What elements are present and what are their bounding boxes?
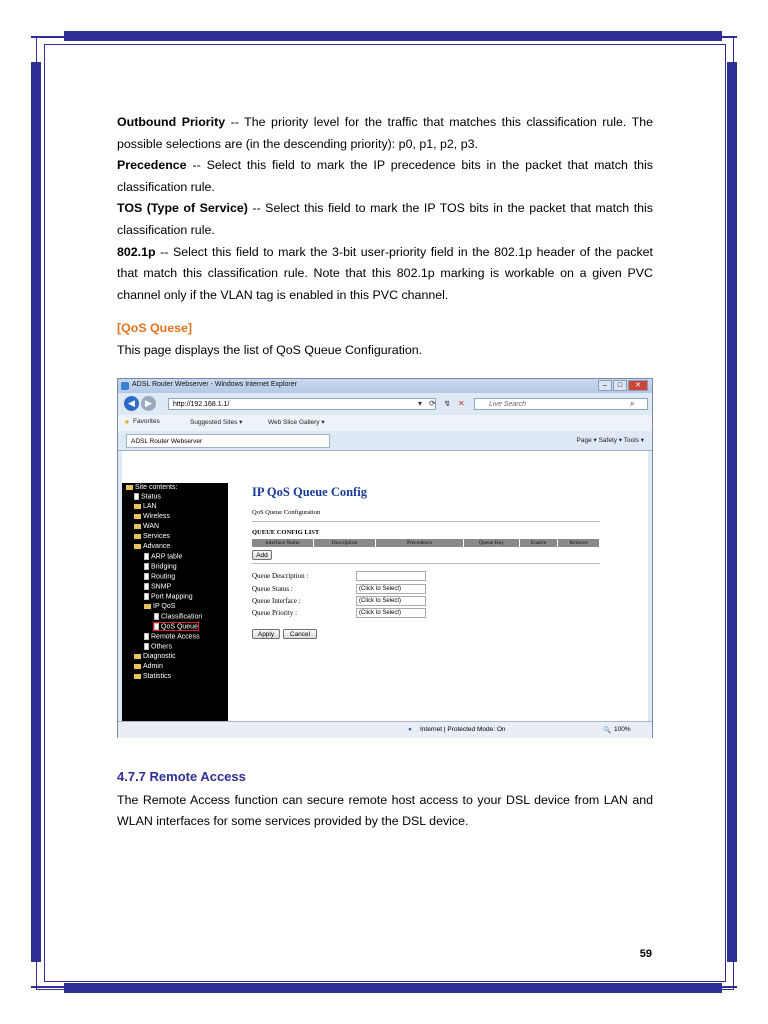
dropdown-icon[interactable]: ▾ [418,399,423,408]
minimize-button[interactable]: – [598,380,612,391]
section-text: The Remote Access function can secure remote host access to your DSL device from LAN and WLAN interfaces for some services provided by the DSL device. [117,792,653,829]
command-bar[interactable]: Page ▾ Safety ▾ Tools ▾ [576,437,644,444]
globe-icon: ● [408,726,412,733]
compat-icon[interactable]: ↯ [444,399,451,408]
address-row [118,394,652,414]
folder-icon [134,534,141,539]
column-header: Precedence [376,539,464,547]
queue-table-header [252,539,600,547]
folder-icon [144,604,151,609]
page-icon [154,613,159,620]
page-icon [144,563,149,570]
sidebar-item-arp-table[interactable]: ARP table [144,553,182,560]
browser-page [122,451,648,721]
zoom-icon[interactable]: 🔍 [603,727,612,734]
divider [252,563,600,564]
sidebar-item-ip-qos[interactable]: IP QoS [144,603,175,610]
section-title: 4.7.7 Remote Access [117,769,246,784]
queue-status-select[interactable]: (Click to Select) [356,584,426,594]
favorites-button[interactable]: Favorites [133,418,160,425]
qos-intro: This page displays the list of QoS Queue Configuration. [117,342,423,357]
web-slice-link[interactable]: Web Slice Gallery ▾ [268,419,325,426]
tab-adsl[interactable]: ADSL Router Webserver [126,434,330,448]
queue-priority-select[interactable]: (Click to Select) [356,608,426,618]
sidebar-item-diagnostic[interactable]: Diagnostic [134,653,176,660]
search-input[interactable]: Live Search [474,398,648,410]
paragraph-tos: TOS (Type of Service) -- Select this field to mark the IP TOS bits in the packet that match this classification rule. [117,201,653,237]
window-title: ADSL Router Webserver - Windows Internet Explorer [132,381,297,388]
folder-icon [126,485,133,490]
star-icon: ★ [124,419,130,426]
queue-status-label: Queue Status : [252,585,293,593]
page-icon [144,553,149,560]
column-header: Description [314,539,376,547]
page-number: 59 [639,948,652,960]
ie-icon [121,382,129,390]
cancel-button[interactable]: Cancel [283,629,317,639]
folder-icon [134,654,141,659]
page-icon [144,643,149,650]
page-icon [144,583,149,590]
folder-icon [134,544,141,549]
suggested-sites-link[interactable]: Suggested Sites ▾ [190,419,243,426]
sidebar-item-admin[interactable]: Admin [134,663,163,670]
qos-queue-pane [248,451,648,721]
sidebar-item-snmp[interactable]: SNMP [144,583,171,590]
queue-description-input[interactable] [356,571,426,581]
sidebar-item-remote-access[interactable]: Remote Access [144,633,200,640]
sidebar-item-wan[interactable]: WAN [134,523,159,530]
queue-interface-select[interactable]: (Click to Select) [356,596,426,606]
column-header: Queue Key [464,539,520,547]
add-button[interactable]: Add [252,550,272,560]
sidebar-item-advance[interactable]: Advance [134,543,170,550]
sidebar-item-qos-queue[interactable]: QoS Queue [154,623,198,630]
sidebar [122,483,228,721]
page-icon [134,493,139,500]
column-header: Enable [520,539,558,547]
remote-access-section [117,766,653,833]
list-title: QUEUE CONFIG LIST [252,529,320,536]
sidebar-item-port-mapping[interactable]: Port Mapping [144,593,193,600]
back-icon[interactable]: ◀ [124,396,139,411]
refresh-icon[interactable]: ⟳ [429,399,436,408]
page-icon [144,633,149,640]
stop-icon[interactable]: ✕ [458,399,465,408]
sidebar-item-statistics[interactable]: Statistics [134,673,171,680]
folder-icon [134,504,141,509]
qos-heading: [QoS Quese] [117,321,193,336]
folder-icon [134,514,141,519]
folder-icon [134,524,141,529]
tab-row [118,432,652,451]
apply-button[interactable]: Apply [252,629,280,639]
forward-icon[interactable]: ▶ [141,396,156,411]
page-icon [144,593,149,600]
folder-icon [134,664,141,669]
sidebar-item-classification[interactable]: Classification [154,613,202,620]
sidebar-item-wireless[interactable]: Wireless [134,513,170,520]
paragraph-8021p: 802.1p -- Select this field to mark the 3-bit user-priority field in the 802.1p header of the packet that match this classification rule. Note that this 802.1p marking is workable on a given PVC channel only if the VLAN tag is enabled in this PVC channel. [117,244,653,302]
sidebar-item-routing[interactable]: Routing [144,573,175,580]
sidebar-header: Site contents: [126,484,177,491]
page-icon [144,573,149,580]
queue-interface-label: Queue Interface : [252,597,301,605]
zoom-level[interactable]: 100% [614,726,631,733]
paragraph-outbound-priority: Outbound Priority -- The priority level for the traffic that matches this classification rule. The possible selections are (in the descending priority): p0, p1, p2, p3. [117,115,654,151]
address-bar[interactable]: http://192.168.1.1/ [168,398,436,410]
sidebar-item-status[interactable]: Status [134,493,161,500]
page-icon [154,623,159,630]
column-header: Remove [558,539,600,547]
zone-status: Internet | Protected Mode: On [420,726,506,733]
search-icon[interactable]: ⌕ [630,399,635,408]
document-body [117,112,653,362]
close-button[interactable]: ✕ [628,380,648,391]
window-titlebar [118,379,652,393]
favorites-bar [118,415,652,431]
maximize-button[interactable]: □ [613,380,627,391]
sidebar-item-bridging[interactable]: Bridging [144,563,177,570]
page-title: IP QoS Queue Config [252,485,367,499]
sidebar-item-lan[interactable]: LAN [134,503,157,510]
queue-priority-label: Queue Priority : [252,609,298,617]
status-bar [118,721,652,738]
paragraph-precedence: Precedence -- Select this field to mark the IP precedence bits in the packet that match this classification rule. [117,158,653,194]
folder-icon [134,674,141,679]
page-subtitle: QoS Queue Configuration [252,509,321,516]
sidebar-item-others[interactable]: Others [144,643,172,650]
browser-screenshot [117,378,653,738]
queue-description-label: Queue Description : [252,572,309,580]
column-header: Interface Name [252,539,314,547]
divider [252,521,600,522]
sidebar-item-services[interactable]: Services [134,533,170,540]
